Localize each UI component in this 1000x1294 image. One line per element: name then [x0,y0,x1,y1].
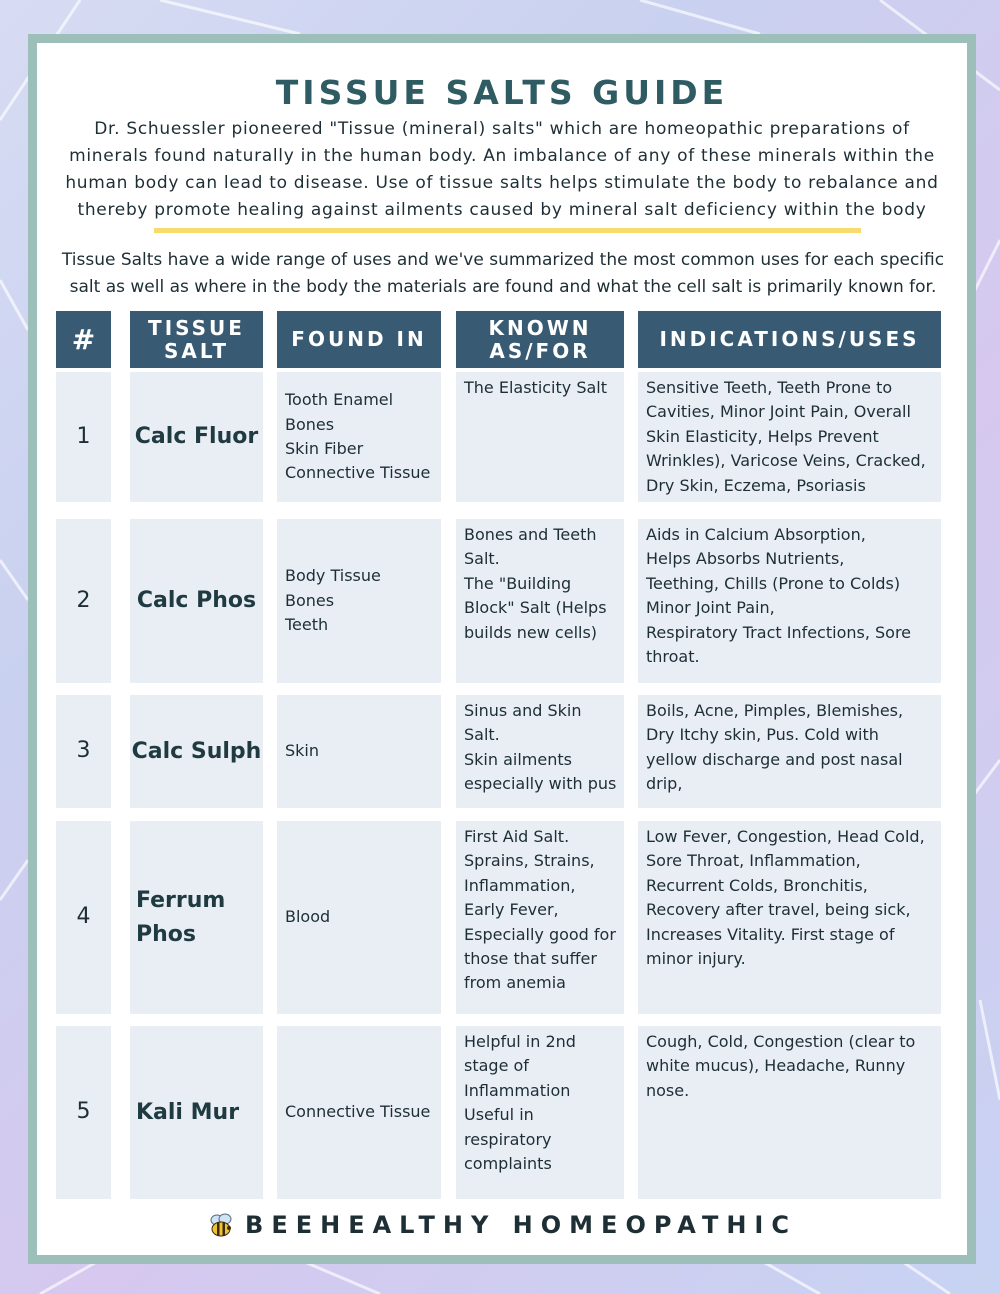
footer-text: BEEHEALTHY HOMEOPATHIC [245,1211,797,1239]
row-5-salt: Kali Mur [130,1026,263,1199]
row-5-number: 5 [56,1026,111,1199]
row-2-found-in: Body Tissue Bones Teeth [277,519,441,683]
header-found-in: FOUND IN [277,311,441,368]
highlight-underline [154,228,861,233]
row-2-salt: Calc Phos [130,519,263,683]
row-1-salt: Calc Fluor [130,372,263,502]
row-1-uses: Sensitive Teeth, Teeth Prone to Cavities, Minor Joint Pain, Overall Skin Elasticity, Helps Prevent Wrinkles), Varicose Veins, Cracked, Dry Skin, Eczema, Psoriasis [638,372,941,502]
summary-paragraph: Tissue Salts have a wide range of uses and we've summarized the most common uses for each specific salt as well as where in the body the materials are found and what the cell salt is primarily known for. [61,250,945,297]
row-4-number: 4 [56,821,111,1014]
bee-icon [207,1213,235,1239]
row-2-known-as: Bones and Teeth Salt. The "Building Block" Salt (Helps builds new cells) [456,519,624,683]
row-3-known-as: Sinus and Skin Salt. Skin ailments especially with pus [456,695,624,808]
header-number: # [56,311,111,368]
header-tissue-salt: TISSUE SALT [130,311,263,368]
row-2-uses: Aids in Calcium Absorption, Helps Absorbs Nutrients, Teething, Chills (Prone to Colds) Minor Joint Pain, Respiratory Tract Infections, Sore throat. [638,519,941,683]
row-4-known-as: First Aid Salt. Sprains, Strains, Inflammation, Early Fever, Especially good for those that suffer from anemia [456,821,624,1014]
row-3-uses: Boils, Acne, Pimples, Blemishes, Dry Itchy skin, Pus. Cold with yellow discharge and post nasal drip, [638,695,941,808]
row-2-number: 2 [56,519,111,683]
row-3-salt: Calc Sulph [130,695,263,808]
row-1-number: 1 [56,372,111,502]
row-4-salt: Ferrum Phos [130,821,263,1014]
row-1-found-in: Tooth Enamel Bones Skin Fiber Connective Tissue [277,372,441,502]
row-4-uses: Low Fever, Congestion, Head Cold, Sore Throat, Inflammation, Recurrent Colds, Bronchitis, Recovery after travel, being sick, Increases Vitality. First stage of minor injury. [638,821,941,1014]
footer-brand [37,1211,967,1239]
row-3-number: 3 [56,695,111,808]
header-known-as-for: KNOWN AS/FOR [456,311,624,368]
row-1-known-as: The Elasticity Salt [456,372,624,502]
header-indications-uses: INDICATIONS/USES [638,311,941,368]
intro-paragraph: Dr. Schuessler pioneered "Tissue (mineral) salts" which are homeopathic preparations of minerals found naturally in the human body. An imbalance of any of these minerals within the human body can lead to disease. Use of tissue salts helps stimulate the body to rebalance and thereby promote healing against ailments caused by mineral salt deficiency within the body [65,119,939,220]
row-5-known-as: Helpful in 2nd stage of Inflammation Useful in respiratory complaints [456,1026,624,1199]
row-5-uses: Cough, Cold, Congestion (clear to white mucus), Headache, Runny nose. [638,1026,941,1199]
row-4-found-in: Blood [277,821,441,1014]
guide-card [28,34,976,1264]
row-5-found-in: Connective Tissue [277,1026,441,1199]
row-3-found-in: Skin [277,695,441,808]
page-title: TISSUE SALTS GUIDE [275,73,729,112]
